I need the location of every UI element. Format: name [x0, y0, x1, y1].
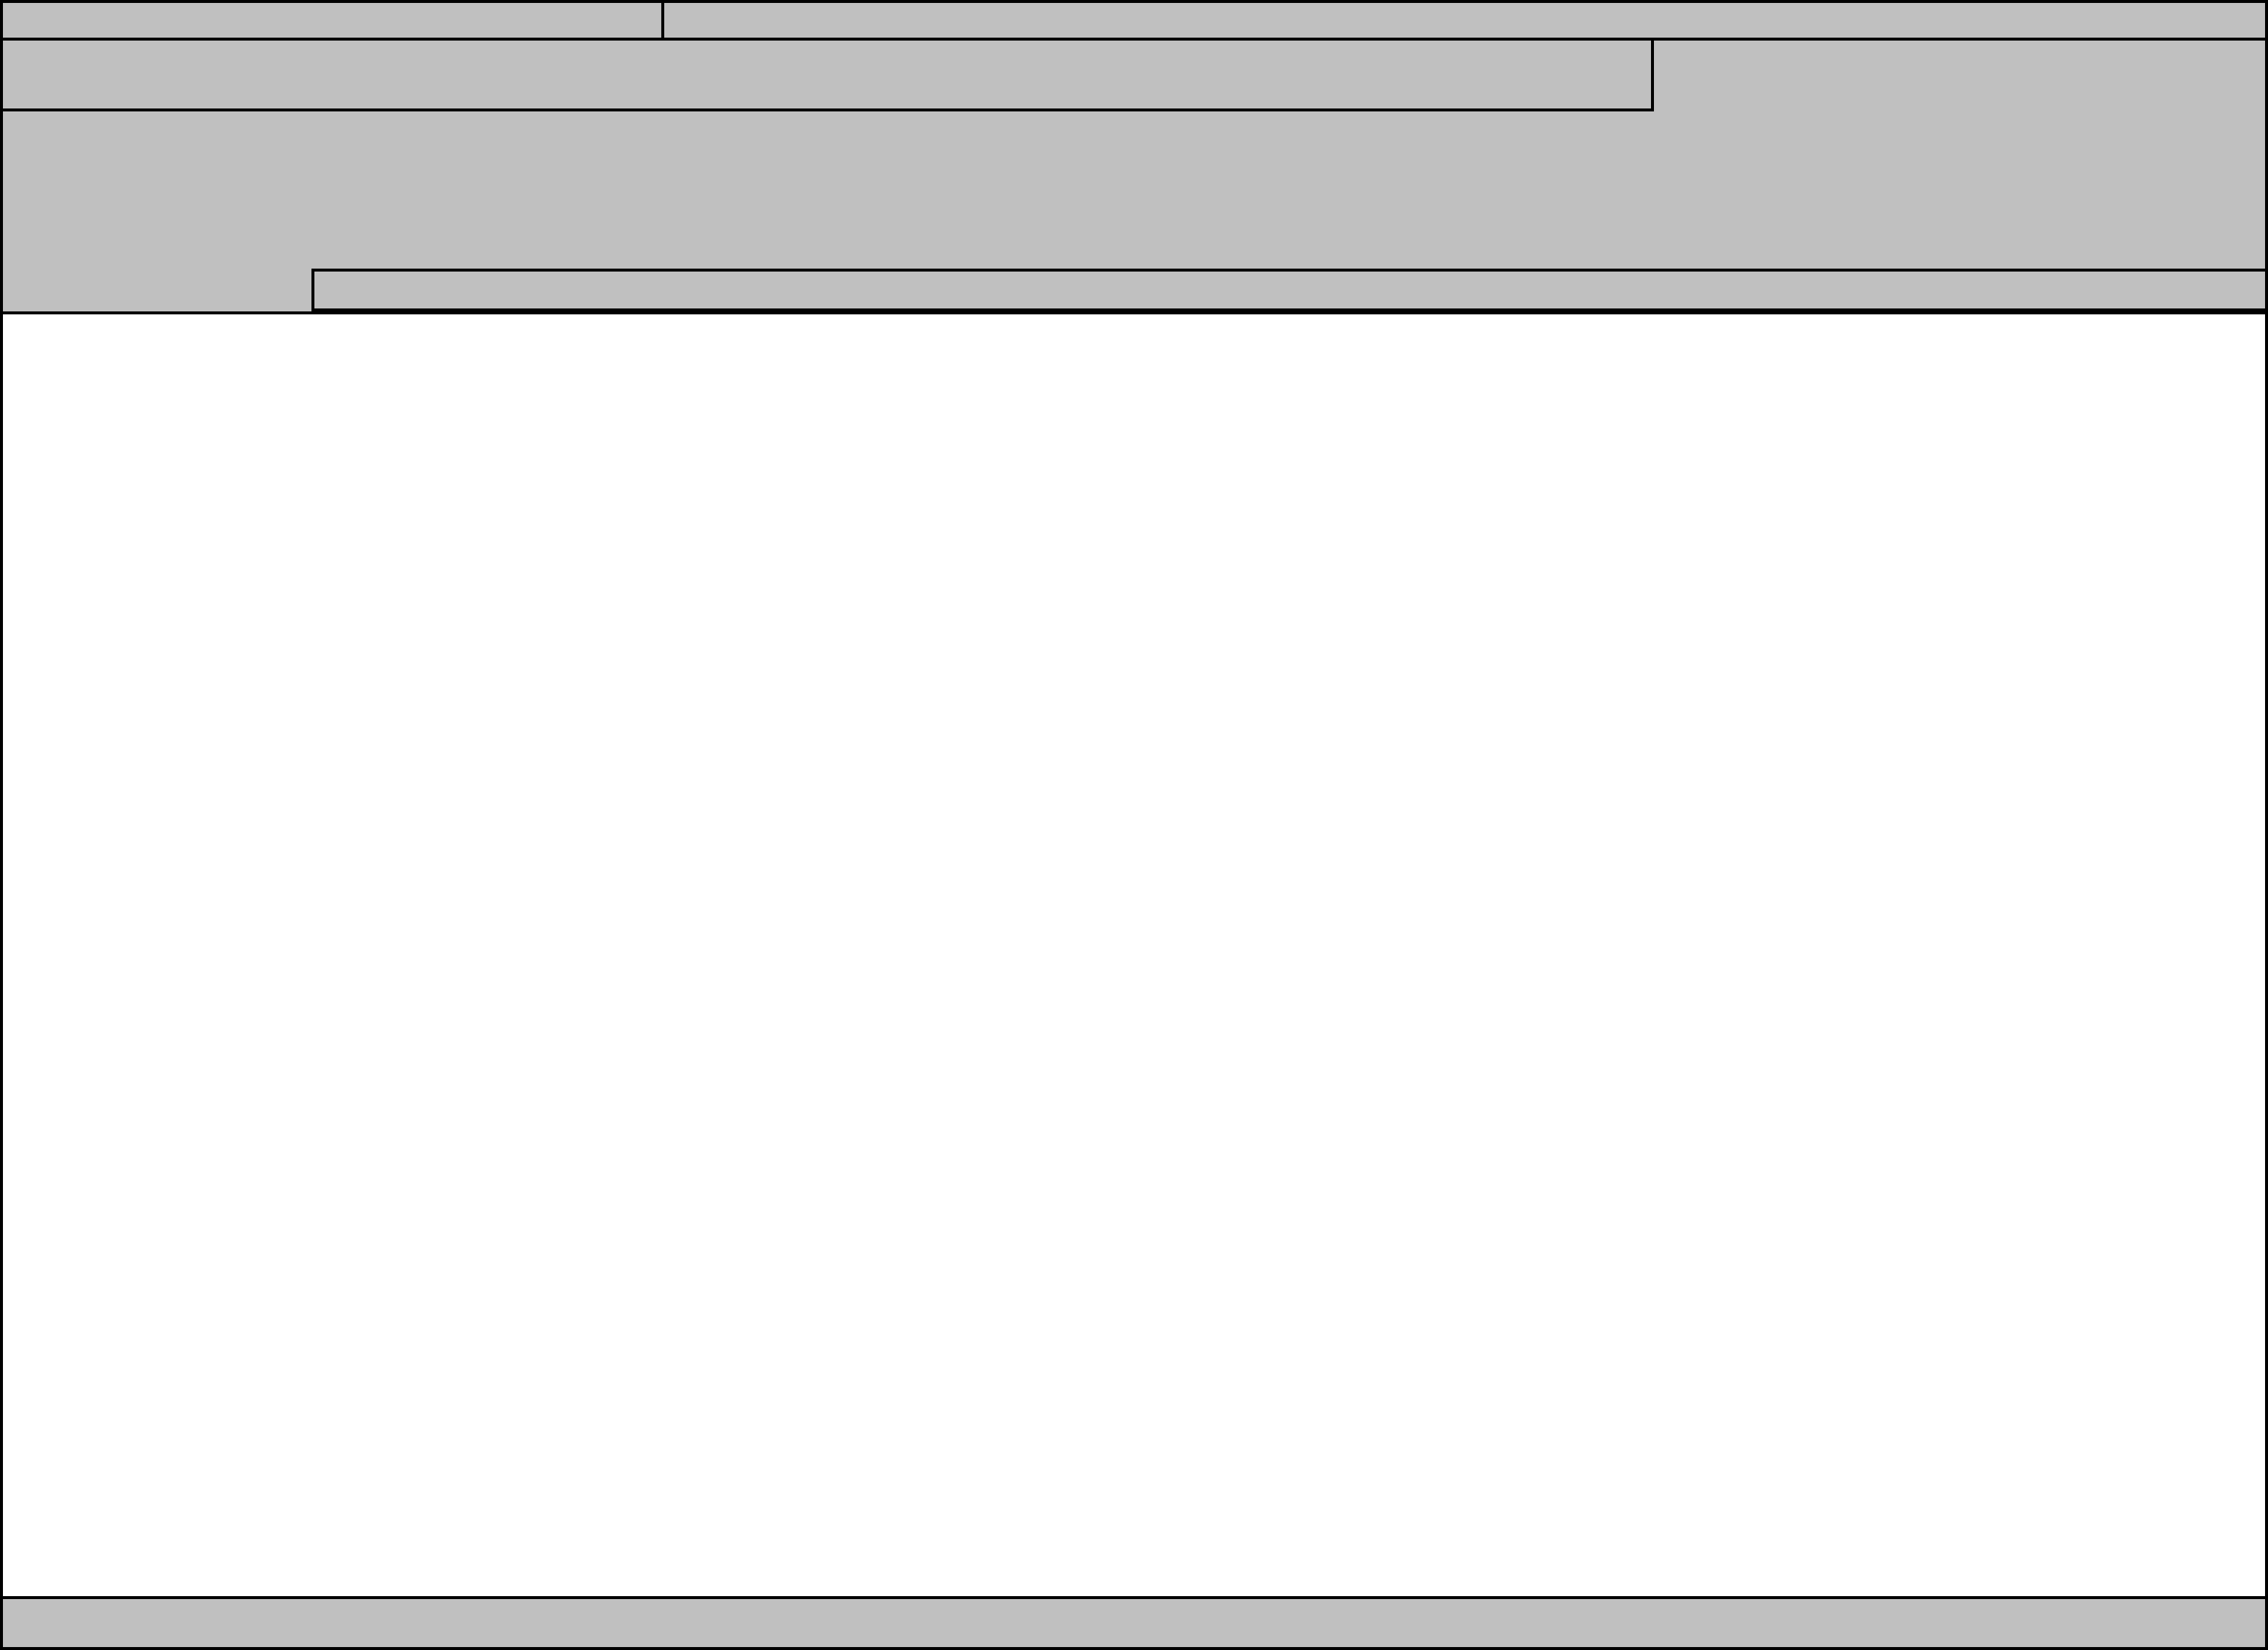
pedigree-tree — [0, 311, 2268, 1599]
document-title — [3, 3, 664, 41]
heading-box — [0, 41, 1654, 111]
footer — [0, 1599, 2268, 1650]
coi-value — [311, 269, 2268, 311]
